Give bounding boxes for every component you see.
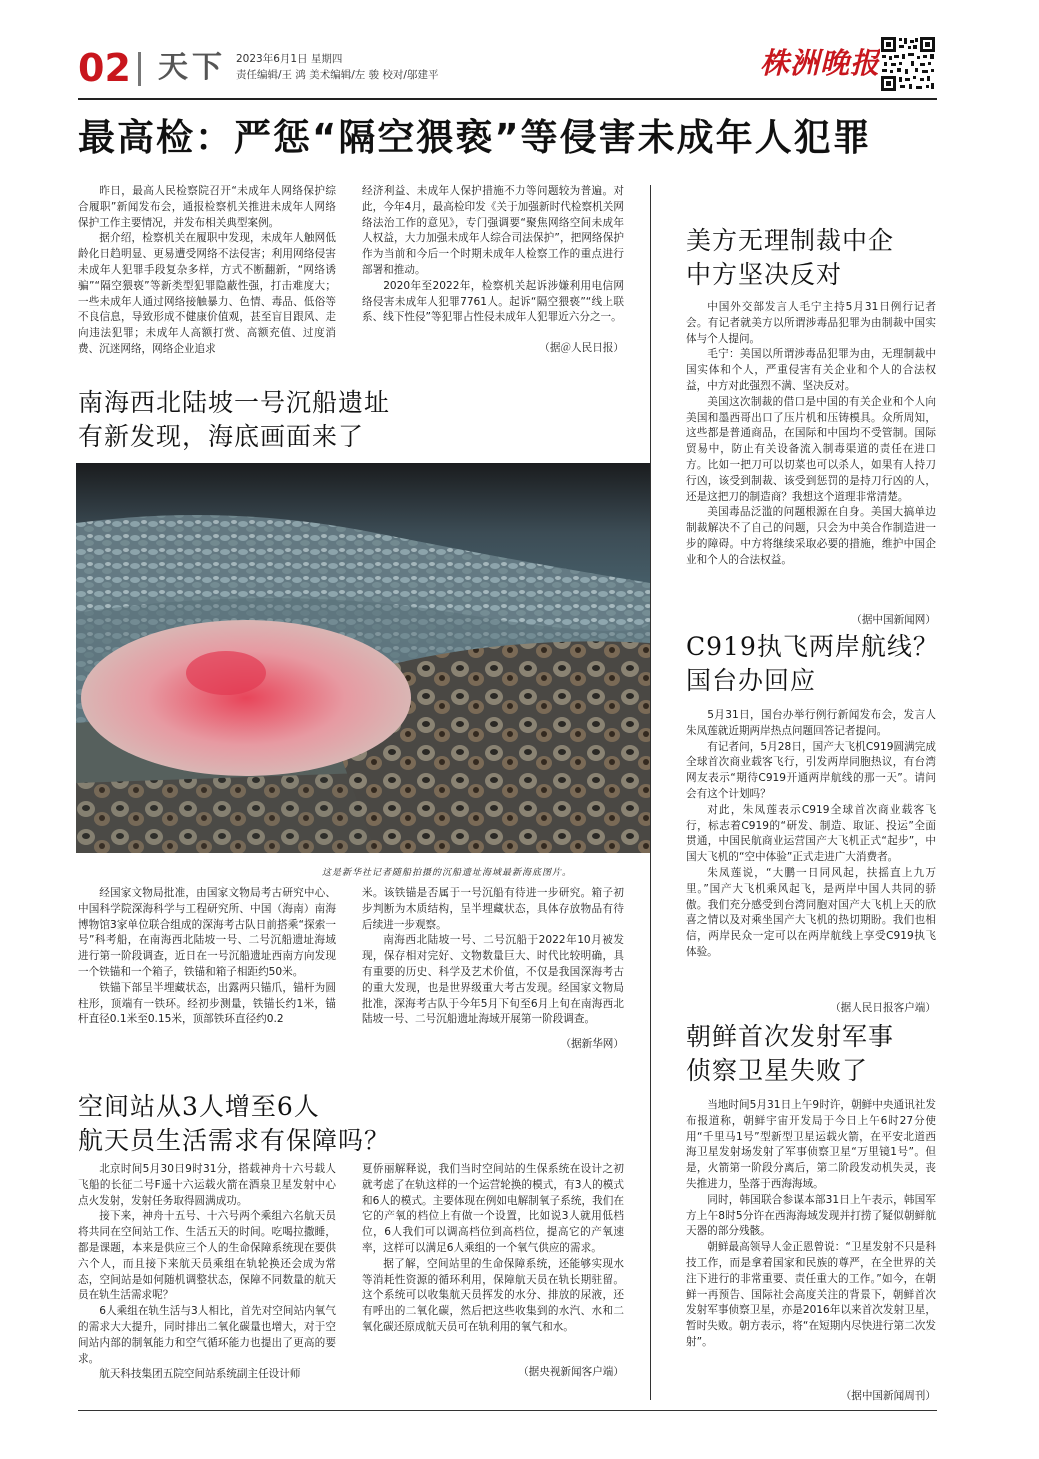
qr-code-icon <box>880 36 936 92</box>
shipwreck-col1 <box>78 886 336 1028</box>
newspaper-logo: 株洲晚报 <box>760 46 881 80</box>
photo-caption: 这是新华社记者随船拍摄的沉船遗址海域最新海底图片。 <box>322 868 573 878</box>
column-rule <box>650 185 651 1400</box>
c919-body <box>686 708 936 961</box>
shipwreck-col2 <box>362 886 624 1028</box>
us-sanctions-source: （据中国新闻网） <box>851 614 936 626</box>
paragraph: 当地时间5月31日上午9时许，朝鲜中央通讯社发布报道称，朝鲜宇宙开发局于今日上午6时27分使用“千里马1号”型新型卫星运载火箭，在平安北道西海卫星发射场发射了军事侦察卫星“万里镜1号”。但是，火箭第一阶段分离后，第二阶段发动机失灵，丧失推进力，坠落于西海海域。 <box>686 1099 936 1190</box>
space-station-col2 <box>362 1162 624 1336</box>
paragraph: 美国这次制裁的借口是中国的有关企业和个人向美国和墨西哥出口了压片机和压铸模具。众所周知，这些都是普通商品，在国际和中国均不受管制。国际贸易中，防止有关设备流入制毒渠道的责任在进口方。比如一把刀可以切菜也可以杀人，如果有人持刀行凶，该受到制裁、该受到惩罚的是持刀行凶的人，还是这把刀的制造商？我想这个道理非常清楚。 <box>686 395 936 503</box>
us-sanctions-body <box>686 300 936 569</box>
page-number: 02 <box>78 46 131 90</box>
paragraph: 朱凤莲说，“大鹏一日同风起，扶摇直上九万里。”国产大飞机乘风起飞，是两岸中国人共同的骄傲。我们充分感受到台湾同胞对国产大飞机上天的欣喜之情以及对乘坐国产大飞机的热切期盼。我们也相信，两岸民众一定可以在两岸航线上享受C919执飞体验。 <box>686 866 936 958</box>
procuratorate-col2 <box>362 184 624 326</box>
main-headline: 最高检：严惩“隔空猥亵”等侵害未成年人犯罪 <box>78 116 872 159</box>
dprk-title <box>686 1020 894 1088</box>
title-line: 有新发现，海底画面来了 <box>78 422 365 451</box>
paragraph: 北京时间5月30日9时31分，搭载神舟十六号载人飞船的长征二号F遥十六运载火箭在酒泉卫星发射中心点火发射，发射任务取得圆满成功。 <box>78 1163 336 1207</box>
space-station-col1 <box>78 1162 336 1383</box>
paragraph: 据介绍，检察机关在履职中发现，未成年人触网低龄化日趋明显、更易遭受网络不法侵害；利用网络侵害未成年人犯罪手段复杂多样，方式不断翻新，“网络诱骗”“隔空猥亵”等新类型犯罪隐蔽性强，打击难度大；一些未成年人通过网络接触暴力、色情、毒品、低俗等不良信息，导致形成不健康价值观，甚至盲目跟风、走向违法犯罪；未成年人高额打赏、高额充值、过度消费、沉迷网络，网络企业追求 <box>78 232 336 355</box>
seabed-photo <box>76 463 650 853</box>
paragraph: 经国家文物局批准，由国家文物局考古研究中心、中国科学院深海科学与工程研究所、中国（海南）南海博物馆3家单位联合组成的深海考古队日前搭乘“探索一号”科考船，在南海西北陆坡一号、二号沉船遗址海域进行第一阶段调查，近日在一号沉船遗址西南方向发现一个铁锚和一个箱子，铁锚和箱子相距约50米。 <box>78 887 336 978</box>
shipwreck-source: （据新华网） <box>560 1038 624 1050</box>
shipwreck-title <box>78 386 390 454</box>
paragraph: 5月31日，国台办举行例行新闻发布会，发言人朱凤莲就近期两岸热点问题回答记者提问。 <box>686 709 936 737</box>
paragraph: 米。该铁锚是否属于一号沉船有待进一步研究。箱子初步判断为木质结构，呈半埋藏状态，具体存放物品有待后续进一步观察。 <box>362 887 624 931</box>
paragraph: 南海西北陆坡一号、二号沉船于2022年10月被发现，保存相对完好、文物数量巨大、时代比较明确，具有重要的历史、科学及艺术价值，不仅是我国深海考古的重大发现，也是世界级重大考古发现。经国家文物局批准，深海考古队于今年5月下旬至6月上旬在南海西北陆坡一号、二号沉船遗址海域开展第一阶段调查。 <box>362 934 624 1026</box>
paragraph: 美国毒品泛滥的问题根源在自身。美国大搞单边制裁解决不了自己的问题，只会为中美合作制造进一步的障碍。中方将继续采取必要的措施，维护中国企业和个人的合法权益。 <box>686 506 936 566</box>
paragraph: 6人乘组在轨生活与3人相比，首先对空间站内氧气的需求大大提升，同时排出二氧化碳量也增大，对于空间站内部的制氧能力和空气循环能力也提出了更高的要求。 <box>78 1305 336 1365</box>
space-station-source: （据央视新闻客户端） <box>518 1366 624 1378</box>
paragraph: 接下来，神舟十五号、十六号两个乘组六名航天员将共同在空间站工作、生活五天的时间。吃喝拉撒睡，都是课题，本来是供应三个人的生命保障系统现在要供六个人，而且接下来航天员乘组在轨轮换还会成为常态，空间站是如何随机调整状态，保障不同数量的航天员在轨生活需求呢？ <box>78 1210 336 1302</box>
date-line: 2023年6月1日 星期四 <box>236 53 343 65</box>
section-name: 天下 <box>158 50 226 85</box>
dprk-source: （据中国新闻周刊） <box>840 1390 936 1402</box>
paragraph: 经济利益、未成年人保护措施不力等问题较为普遍。对此，今年4月，最高检印发《关于加强新时代检察机关网络法治工作的意见》，专门强调要“聚焦网络空间未成年人权益，大力加强未成年人综合司法保护”，把网络保护作为当前和今后一个时期未成年人检察工作的重点进行部署和推动。 <box>362 185 624 276</box>
space-station-title <box>78 1090 390 1158</box>
paragraph: 朝鲜最高领导人金正恩曾说：“卫星发射不只是科技工作，而是拿着国家和民族的尊严，在全世界的关注下进行的非常重要、责任重大的工作。”如今，在朝鲜一再预告、国际社会高度关注的背景下，朝鲜首次发射军事侦察卫星，亦是2016年以来首次发射卫星，暂时失败。朝方表示，将“在短期内尽快进行第二次发射”。 <box>686 1241 936 1348</box>
editors-line: 责任编辑/王 鸿 美术编辑/左 骏 校对/邬建平 <box>236 69 439 81</box>
c919-source: （据人民日报客户端） <box>830 1002 936 1014</box>
title-line: 南海西北陆坡一号沉船遗址 <box>78 388 391 417</box>
paragraph: 对此，朱凤莲表示C919全球首次商业载客飞行，标志着C919的“研发、制造、取证、投运”全面贯通，中国民航商业运营国产大飞机正式“起步”，中国大飞机的“空中体验”正式走进广大消费者。 <box>686 803 936 864</box>
paragraph: 铁锚下部呈半埋藏状态，出露两只锚爪，锚杆为圆柱形，顶端有一铁环。经初步测量，铁锚长约1米，锚杆直径0.1米至0.15米，顶部铁环直径约0.2 <box>78 981 336 1026</box>
title-line: 朝鲜首次发射军事 <box>686 1022 895 1051</box>
header-rule <box>78 98 937 100</box>
title-line: 国台办回应 <box>686 666 817 695</box>
dprk-body <box>686 1098 936 1351</box>
paragraph: 同时，韩国联合参谋本部31日上午表示，韩国军方上午8时5分许在西海海域发现并打捞了疑似朝鲜航天器的部分残骸。 <box>686 1193 936 1238</box>
title-line: C919执飞两岸航线？ <box>686 632 939 661</box>
paragraph: 据了解，空间站里的生命保障系统，还能够实现水等消耗性资源的循环利用，保障航天员在轨长期驻留。这个系统可以收集航天员挥发的水分、排放的尿液，还有呼出的二氧化碳，然后把这些收集到的水汽、水和二氧化碳还原成航天员可在轨利用的氧气和水。 <box>362 1257 624 1333</box>
paragraph: 毛宁：美国以所谓涉毒品犯罪为由，无理制裁中国实体和个人，严重侵害有关企业和个人的合法权益，中方对此强烈不满、坚决反对。 <box>686 348 936 392</box>
title-line: 侦察卫星失败了 <box>686 1056 869 1085</box>
paragraph: 有记者问，5月28日，国产大飞机C919圆满完成全球首次商业载客飞行，引发两岸同胞热议，有台湾网友表示“期待C919开通两岸航线的那一天”。请问会有这个计划吗？ <box>686 740 936 800</box>
paragraph: 2020年至2022年，检察机关起诉涉嫌利用电信网络侵害未成年人犯罪7761人。起诉“隔空猥亵”“线上联系、线下性侵”等犯罪占性侵未成年人犯罪近六分之一。 <box>362 279 624 324</box>
paragraph: 昨日，最高人民检察院召开“未成年人网络保护综合履职”新闻发布会，通报检察机关推进未成年人网络保护工作主要情况，并发布相关典型案例。 <box>78 185 336 229</box>
procuratorate-source: （据＠人民日报） <box>539 342 624 354</box>
paragraph: 中国外交部发言人毛宁主持5月31日例行记者会。有记者就美方以所谓涉毒品犯罪为由制裁中国实体与个人提问。 <box>686 301 936 345</box>
header-divider <box>138 52 141 86</box>
footer-rule <box>78 1410 937 1411</box>
procuratorate-col1 <box>78 184 336 358</box>
title-line: 航天员生活需求有保障吗？ <box>78 1126 391 1155</box>
c919-title <box>686 630 939 698</box>
paragraph: 航天科技集团五院空间站系统副主任设计师 <box>99 1368 301 1381</box>
paragraph: 夏侨丽解释说，我们当时空间站的生保系统在设计之初就考虑了在轨这样的一个运营轮换的模式，有3人的模式和6人的模式。主要体现在例如电解制氧子系统，我们在它的产氧的档位上有做一个设置，比如说3人就用低档位，6人我们可以调高档位到高档位，提高它的产氧速率，这样可以满足6人乘组的一个氧气供应的需求。 <box>362 1163 624 1254</box>
title-line: 中方坚决反对 <box>686 260 843 289</box>
title-line: 空间站从3人增至6人 <box>78 1092 320 1121</box>
title-line: 美方无理制裁中企 <box>686 226 895 255</box>
us-sanctions-title <box>686 224 894 292</box>
